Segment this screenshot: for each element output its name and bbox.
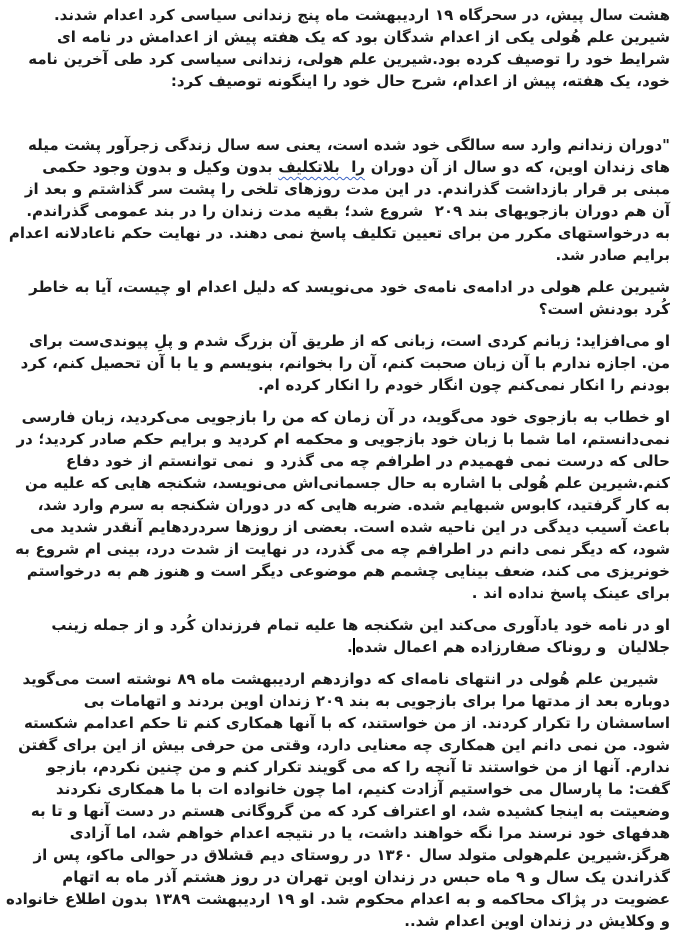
paragraph-question[interactable]: شیرین علم هولی در ادامه‌ی نامه‌ی خود می‌نویسد که دلیل اعدام او چیست، آیا به خاطر کُرد بودنش است؟ — [23, 278, 670, 318]
paragraph-other-prisoners[interactable] — [6, 614, 670, 658]
paragraph-text-segment: او در نامه خود یادآوری می‌کند این شکنجه ها علیه تمام فرزندان کُرد و از جمله زینب جلالیان و روناک صفارزاده هم اعمال شده — [45, 616, 670, 656]
paragraph-text-segment: بدون وکیل و بدون وجود حکمی مبنی بر قرار بازداشت گذراندم. در این مدت روزهای تلخی را پشت سر گذاشتم و بعد از آن هم دوران بازجویهای بند ۲۰۹ شروع شد؛ بقیه مدت زندان را در بند عمومی گذراندم. به درخواستهای مکرر من برای تعیین تکلیف پاسخ نمی دهند. در نهایت حکم ناعادلانه اعدام برایم صادر شد. — [3, 158, 670, 264]
paragraph-letter-quote[interactable] — [3, 134, 670, 266]
paragraph-biography-execution[interactable]: شیرین علم هُولی در انتهای نامه‌ای که دوازدهم اردیبهشت ماه ۸۹ نوشته است می‌گوید دوباره بعد از مدتها مرا برای بازجویی به بند ۲۰۹ زندان اوین بردند و اتهامات بی اساسشان را تکرار کردند. از من خواستند، که با آنها همکاری کنم تا حکم اعدامم شکسته شود. من نمی دانم این همکاری چه معنایی دارد، وقتی من حرفی بیش از این برای گفتن ندارم. آنها از من خواستند تا آنچه را که می گویند تکرار کنم و من چنین نکردم، بازجو گفت: ما پارسال می خواستیم آزادت کنیم، اما چون خانواده ات با ما همکاری نکردند وضعیتت به اینجا کشیده شد، او اعتراف کرد که من گروگانی هستم در دست آنها و تا به هدفهای خود نرسند مرا نگه خواهند داشت، یا در نتیجه اعدام خواهم شد، اما آزادی هرگز.شیرین علم‌هولی متولد سال ۱۳۶۰ در روستای دیم قشلاق در حوالی ماکو، پس از گذراندن یک سال و ۹ ماه حبس در زندان اوین تهران در روز هشتم آذر ماه به اتهام عضویت در پژاک محاکمه و به اعدام محکوم شد. او ۱۹ اردیبهشت ۱۳۸۹ بدون اطلاع خانواده و وکلایش در زندان اوین اعدام شد.. — [0, 670, 670, 930]
paragraph-intro[interactable]: هشت سال پیش، در سحرگاه ۱۹ اردیبهشت ماه پنج زندانی سیاسی کرد اعدام شدند. شیرین علم هُولی یکی از اعدام شدگان بود که یک هفته پیش از اعدامش در نامه ای شرایط خود را توصیف کرده بود.شیرین علم هولی، زندانی سیاسی کرد طی آخرین نامه خود، یک هفته، پیش از اعدام، شرح حال خود را اینگونه توصیف کرد: — [22, 6, 670, 90]
paragraph-language[interactable]: او می‌افزاید: زبانم کردی است، زبانی که از طریق آن بزرگ شدم و پلِ پیوندی‌ست برای من. اجازه ندارم با آن زبان صحبت کنم، آن را بخوانم، بنویسم و یا با آن تحصیل کنم، کرد بودنم را انکار نمی‌کنم چون انگار خودم را انکار کرده ام. — [14, 332, 670, 394]
paragraph-text-segment: . — [347, 638, 353, 656]
spellcheck-flagged-text[interactable]: را بلاتکلیف — [278, 158, 365, 176]
text-document[interactable] — [0, 4, 670, 932]
paragraph-interrogation-torture[interactable]: او خطاب به بازجوی خود می‌گوید، در آن زمان که من را بازجویی می‌کردید، زبان فارسی نمی‌دانستم، اما شما با زبان خود بازجویی و محکمه ام کردید و برایم حکم صادر کردید؛ در حالی که درست نمی فهمیدم در اطرافم چه می گذرد و نمی توانستم از خود دفاع کنم.شیرین علم هُولی با اشاره به حال جسمانی‌اش می‌نویسد، شکنجه هایی که علیه من به کار گرفتید، کابوس شبهایم شده. ضربه هایی که در دوران شکنجه به سرم وارد شد، باعث آسیب دیدگی در این ناحیه شده است. بعضی از روزها سردردهایم آنقدر شدید می شود، که دیگر نمی دانم در اطرافم چه می گذرد، در نهایت از شدت درد، بینی ام شروع به خونریزی می کند، ضعف بینایی چشمم هم موضوعی دیگر است و هنوز هم به درخواستم برای عینک پاسخ نداده اند . — [9, 408, 670, 602]
paragraph-text-segment: "دوران زندانم وارد سه سالگی خود شده است، یعنی سه سال زندگی زجرآور پشت میله های زندان اوین، که دو سال از آن دوران — [22, 136, 670, 176]
